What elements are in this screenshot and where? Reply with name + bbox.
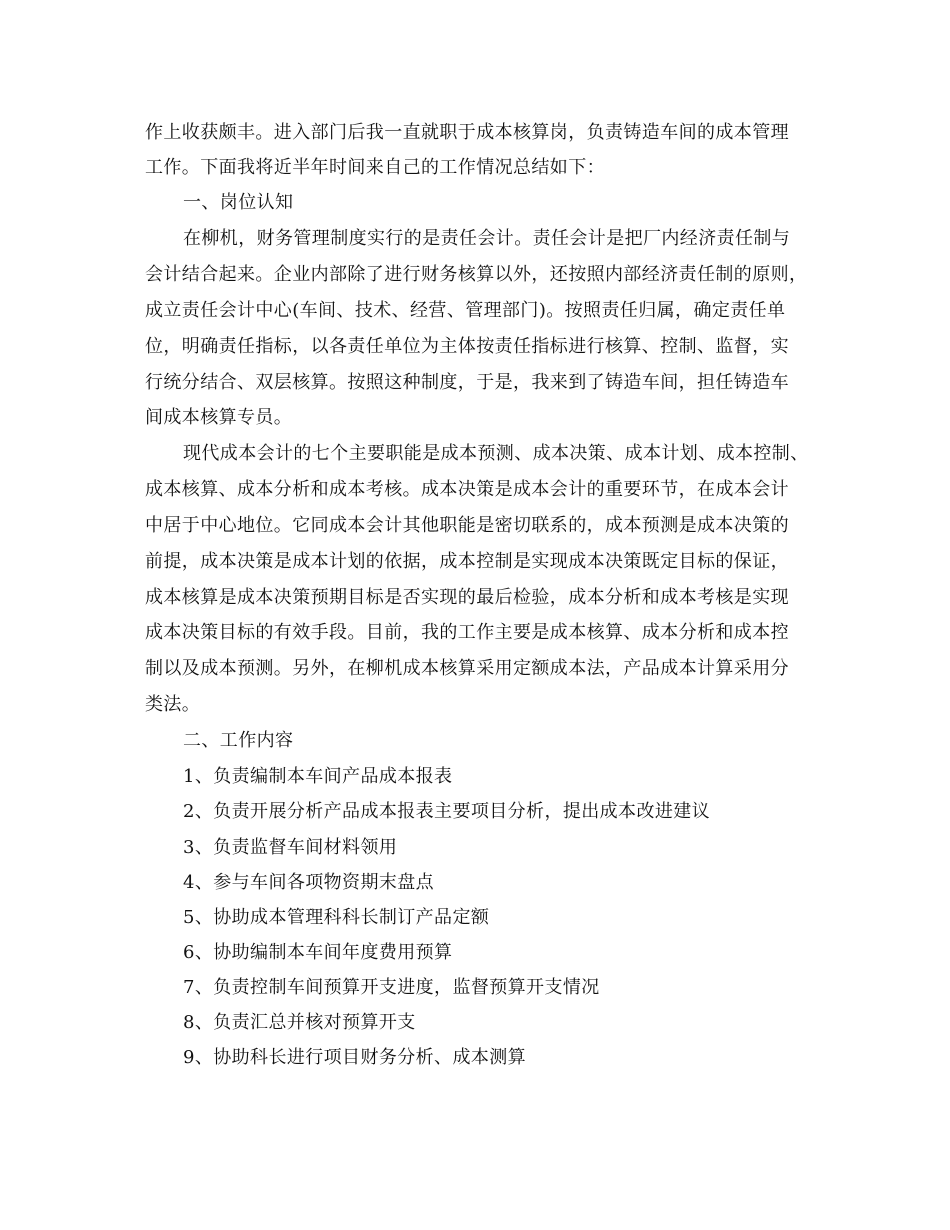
- paragraph-line: 前提，成本决策是成本计划的依据，成本控制是实现成本决策既定目标的保证，: [145, 551, 789, 572]
- list-item: 7、负责控制车间预算开支进度，监督预算开支情况: [183, 977, 600, 998]
- paragraph-line: 制以及成本预测。另外，在柳机成本核算采用定额成本法，产品成本计算采用分: [145, 658, 789, 679]
- paragraph-line: 间成本核算专员。: [145, 407, 293, 428]
- paragraph-line: 成本核算是成本决策预期目标是否实现的最后检验，成本分析和成本考核是实现: [145, 587, 789, 608]
- list-item: 4、参与车间各项物资期末盘点: [183, 872, 435, 893]
- paragraph-line: 现代成本会计的七个主要职能是成本预测、成本决策、成本计划、成本控制、: [183, 443, 809, 464]
- paragraph-line: 在柳机，财务管理制度实行的是责任会计。责任会计是把厂内经济责任制与: [183, 228, 791, 249]
- paragraph-line: 中居于中心地位。它同成本会计其他职能是密切联系的，成本预测是成本决策的: [145, 515, 789, 536]
- paragraph-line: 成本决策目标的有效手段。目前，我的工作主要是成本核算、成本分析和成本控: [145, 622, 789, 643]
- paragraph-line: 类法。: [145, 694, 201, 715]
- list-item: 1、负责编制本车间产品成本报表: [183, 766, 453, 787]
- paragraph-line: 行统分结合、双层核算。按照这种制度，于是，我来到了铸造车间，担任铸造车: [145, 372, 789, 393]
- list-item: 5、协助成本管理科科长制订产品定额: [183, 907, 490, 928]
- section-heading: 一、岗位认知: [183, 192, 294, 213]
- paragraph-line: 作上收获颇丰。进入部门后我一直就职于成本核算岗，负责铸造车间的成本管理: [145, 122, 789, 143]
- list-item: 2、负责开展分析产品成本报表主要项目分析，提出成本改进建议: [183, 801, 711, 822]
- paragraph-line: 会计结合起来。企业内部除了进行财务核算以外，还按照内部经济责任制的原则，: [145, 264, 808, 285]
- list-item: 6、协助编制本车间年度费用预算: [183, 942, 453, 963]
- list-item: 3、负责监督车间材料领用: [183, 837, 398, 858]
- section-heading: 二、工作内容: [183, 730, 294, 751]
- list-item: 9、协助科长进行项目财务分析、成本测算: [183, 1047, 527, 1068]
- paragraph-line: 工作。下面我将近半年时间来自己的工作情况总结如下：: [145, 157, 605, 178]
- list-item: 8、负责汇总并核对预算开支: [183, 1012, 416, 1033]
- paragraph-line: 位，明确责任指标，以各责任单位为主体按责任指标进行核算、控制、监督，实: [145, 336, 789, 357]
- paragraph-line: 成立责任会计中心(车间、技术、经营、管理部门)。按照责任归属，确定责任单: [145, 300, 786, 321]
- paragraph-line: 成本核算、成本分析和成本考核。成本决策是成本会计的重要环节，在成本会计: [145, 479, 789, 500]
